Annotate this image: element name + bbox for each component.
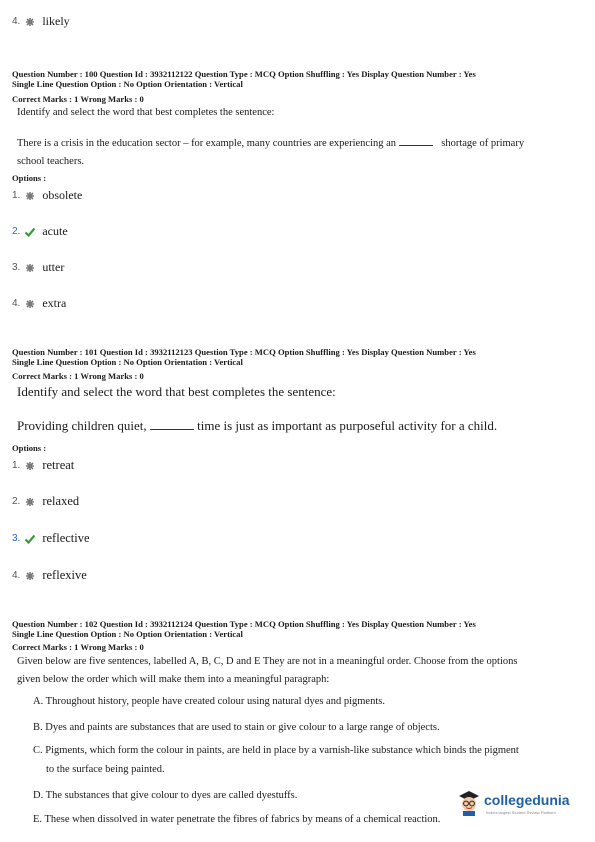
option-text: obsolete [42, 188, 83, 202]
sentence-part: Providing children quiet, [17, 418, 147, 433]
question-sentence [17, 418, 497, 434]
option-text: acute [42, 224, 68, 238]
check-icon [24, 533, 36, 545]
brand-name: collegedunia [484, 792, 570, 808]
option-item[interactable] [12, 568, 87, 583]
sentence-text: The substances that give colour to dyes are called dyestuffs. [45, 790, 298, 801]
cross-icon [24, 298, 36, 310]
brand-tagline: India's largest Student Review Platform [486, 810, 556, 815]
question-meta-line1: Question Number : 101 Question Id : 3932112123 Question Type : MCQ Option Shuffling : Yes Display Question Number : Yes [12, 347, 476, 357]
option-number: 2. [12, 496, 21, 507]
sentence-label: D. [33, 790, 44, 801]
question-meta-line2: Single Line Question Option : No Option Orientation : Vertical [12, 629, 243, 639]
option-item[interactable] [12, 188, 82, 203]
option-text: reflexive [42, 568, 87, 582]
option-item[interactable] [12, 531, 90, 546]
question-intro: Given below are five sentences, labelled A, B, C, D and E They are not in a meaningful order. Choose from the options [17, 656, 518, 667]
option-text: likely [42, 14, 70, 28]
answer-blank [399, 145, 433, 146]
cross-icon [24, 190, 36, 202]
option-item[interactable] [12, 224, 68, 239]
option-number: 1. [12, 190, 21, 201]
sentence-item [33, 786, 297, 805]
sentence-part: school teachers. [17, 156, 85, 167]
sentence-text: Pigments, which form the colour in paints, are held in place by a varnish-like substance which binds the pigment [45, 745, 519, 756]
sentence-continuation: to the surface being painted. [46, 764, 165, 775]
question-sentence [17, 136, 587, 152]
cross-icon [24, 16, 36, 28]
question-meta-line2: Single Line Question Option : No Option Orientation : Vertical [12, 79, 243, 89]
student-mascot-icon [456, 788, 482, 816]
option-number: 1. [12, 460, 21, 471]
question-meta-line2: Single Line Question Option : No Option Orientation : Vertical [12, 357, 243, 367]
sentence-label: C. [33, 745, 43, 756]
cross-icon [24, 262, 36, 274]
question-stem: Identify and select the word that best completes the sentence: [17, 384, 336, 399]
option-number: 4. [12, 570, 21, 581]
option-text: utter [42, 260, 65, 274]
option-text: extra [42, 296, 67, 310]
option-number: 4. [12, 298, 21, 309]
cross-icon [24, 460, 36, 472]
sentence-label: B. [33, 722, 43, 733]
sentence-part: There is a crisis in the education sector – for example, many countries are experiencing an [17, 138, 397, 149]
answer-blank [150, 429, 194, 430]
question-marks: Correct Marks : 1 Wrong Marks : 0 [12, 642, 144, 652]
question-intro: given below the order which will make them into a meaningful paragraph: [17, 674, 330, 685]
sentence-part: time is just as important as purposeful activity for a child. [197, 418, 498, 433]
option-text: retreat [42, 458, 75, 472]
options-label: Options : [12, 443, 47, 453]
sentence-item [33, 692, 385, 711]
question-marks: Correct Marks : 1 Wrong Marks : 0 [12, 371, 144, 381]
question-meta-line1: Question Number : 100 Question Id : 3932112122 Question Type : MCQ Option Shuffling : Yes Display Question Number : Yes [12, 69, 476, 79]
sentence-text: Dyes and paints are substances that are used to stain or give colour to a large range of objects. [45, 722, 440, 733]
cross-icon [24, 496, 36, 508]
sentence-label: E. [33, 814, 43, 825]
sentence-part: shortage of primary [441, 138, 525, 149]
sentence-text: Throughout history, people have created colour using natural dyes and pigments. [45, 696, 385, 707]
option-item[interactable] [12, 494, 79, 509]
question-stem: Identify and select the word that best completes the sentence: [17, 107, 275, 118]
option-item[interactable] [12, 260, 64, 275]
sentence-label: A. [33, 696, 44, 707]
watermark-logo [456, 786, 590, 820]
cross-icon [24, 570, 36, 582]
option-number: 3. [12, 533, 21, 544]
sentence-item [33, 741, 519, 760]
option-text: relaxed [42, 494, 80, 508]
option-text: reflective [42, 531, 90, 545]
options-label: Options : [12, 173, 47, 183]
sentence-item [33, 718, 440, 737]
option-number: 3. [12, 262, 21, 273]
option-number: 2. [12, 226, 21, 237]
option-number: 4. [12, 16, 21, 27]
option-item[interactable] [12, 458, 74, 473]
check-icon [24, 226, 36, 238]
question-marks: Correct Marks : 1 Wrong Marks : 0 [12, 94, 144, 104]
prev-option [12, 14, 70, 29]
sentence-text: These when dissolved in water penetrate the fibres of fabrics by means of a chemical reaction. [44, 814, 441, 825]
option-item[interactable] [12, 296, 66, 311]
sentence-item [33, 810, 440, 829]
question-meta-line1: Question Number : 102 Question Id : 3932112124 Question Type : MCQ Option Shuffling : Yes Display Question Number : Yes [12, 619, 476, 629]
